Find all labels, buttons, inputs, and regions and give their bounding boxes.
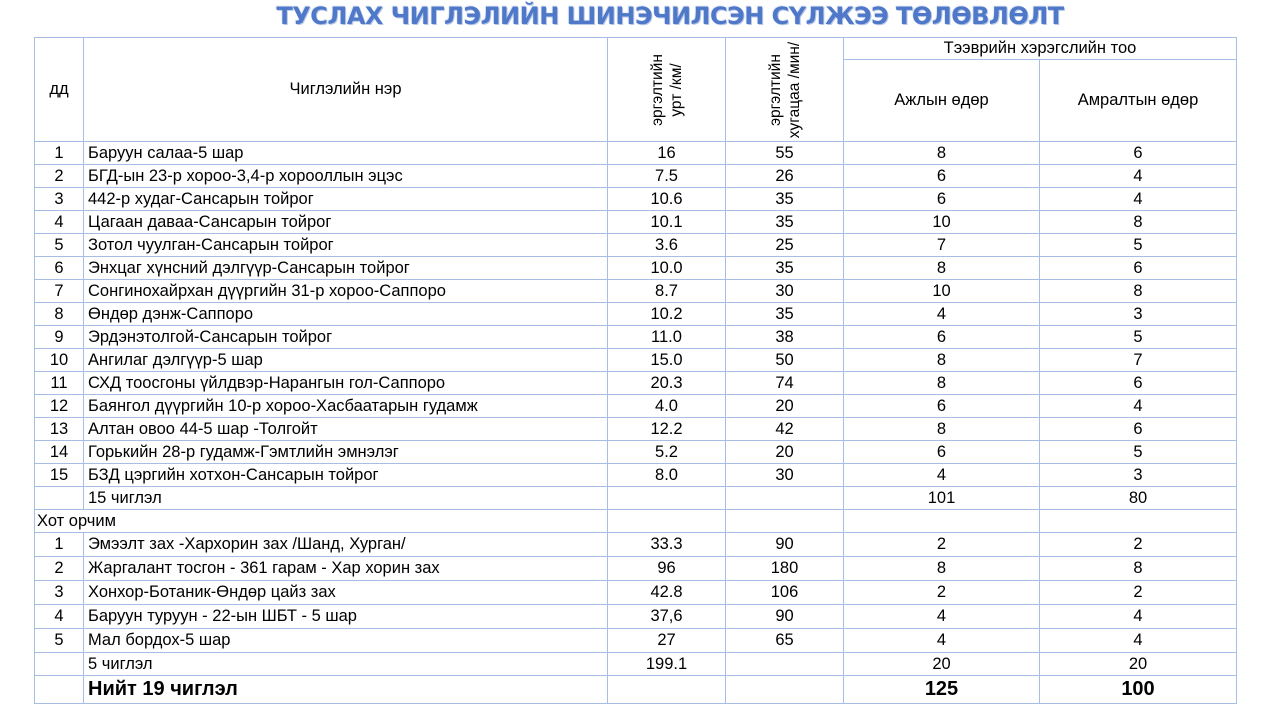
weekend-vehicles: 4 bbox=[1040, 188, 1237, 211]
row-number: 1 bbox=[35, 533, 84, 557]
subtotal-weekday: 20 bbox=[844, 653, 1040, 676]
subtotal-label: 5 чиглэл bbox=[84, 653, 608, 676]
weekday-vehicles: 8 bbox=[844, 257, 1040, 280]
table-row bbox=[35, 234, 1237, 257]
weekday-vehicles: 10 bbox=[844, 211, 1040, 234]
route-length: 7.5 bbox=[608, 165, 726, 188]
route-name: Жаргалант тосгон - 361 гарам - Хар хорин зах bbox=[84, 557, 608, 581]
route-length: 8.7 bbox=[608, 280, 726, 303]
total-row bbox=[35, 676, 1237, 704]
header-length: эргэлтийн урт /км/ bbox=[608, 38, 726, 142]
route-name: Ангилаг дэлгүүр-5 шар bbox=[84, 349, 608, 372]
route-duration: 90 bbox=[726, 533, 844, 557]
table-row bbox=[35, 605, 1237, 629]
empty-cell bbox=[726, 676, 844, 704]
weekend-vehicles: 3 bbox=[1040, 303, 1237, 326]
table-row bbox=[35, 303, 1237, 326]
empty-cell bbox=[726, 653, 844, 676]
empty-cell bbox=[35, 487, 84, 510]
header-dd: дд bbox=[35, 38, 84, 142]
weekday-vehicles: 8 bbox=[844, 142, 1040, 165]
route-length: 96 bbox=[608, 557, 726, 581]
route-name: Баруун салаа-5 шар bbox=[84, 142, 608, 165]
route-name: СХД тоосгоны үйлдвэр-Нарангын гол-Саппоро bbox=[84, 372, 608, 395]
page-title: ТУСЛАХ ЧИГЛЭЛИЙН ШИНЭЧИЛСЭН СҮЛЖЭЭ ТӨЛӨВЛӨЛТ bbox=[276, 2, 1064, 30]
header-duration: эргэлтийн хугацаа /мин/ bbox=[726, 38, 844, 142]
route-duration: 20 bbox=[726, 441, 844, 464]
route-length: 3.6 bbox=[608, 234, 726, 257]
table-row bbox=[35, 280, 1237, 303]
route-length: 12.2 bbox=[608, 418, 726, 441]
row-number: 1 bbox=[35, 142, 84, 165]
table-row bbox=[35, 142, 1237, 165]
route-name: Горькийн 28-р гудамж-Гэмтлийн эмнэлэг bbox=[84, 441, 608, 464]
subtotal-weekday: 101 bbox=[844, 487, 1040, 510]
table-row bbox=[35, 533, 1237, 557]
route-name: Эрдэнэтолгой-Сансарын тойрог bbox=[84, 326, 608, 349]
route-length: 37,6 bbox=[608, 605, 726, 629]
weekday-vehicles: 6 bbox=[844, 441, 1040, 464]
route-length: 10.6 bbox=[608, 188, 726, 211]
empty-cell bbox=[726, 487, 844, 510]
weekday-vehicles: 6 bbox=[844, 165, 1040, 188]
route-length: 42.8 bbox=[608, 581, 726, 605]
empty-cell bbox=[608, 510, 726, 533]
weekday-vehicles: 2 bbox=[844, 581, 1040, 605]
total-weekend: 100 bbox=[1040, 676, 1237, 704]
row-number: 6 bbox=[35, 257, 84, 280]
weekday-vehicles: 4 bbox=[844, 464, 1040, 487]
subtotal-row bbox=[35, 487, 1237, 510]
header-weekend: Амралтын өдөр bbox=[1040, 60, 1237, 142]
route-duration: 38 bbox=[726, 326, 844, 349]
route-duration: 30 bbox=[726, 464, 844, 487]
empty-cell bbox=[35, 653, 84, 676]
row-number: 5 bbox=[35, 629, 84, 653]
row-number: 10 bbox=[35, 349, 84, 372]
routes-table bbox=[34, 37, 1237, 704]
route-duration: 35 bbox=[726, 188, 844, 211]
weekday-vehicles: 8 bbox=[844, 557, 1040, 581]
weekday-vehicles: 10 bbox=[844, 280, 1040, 303]
row-number: 15 bbox=[35, 464, 84, 487]
subtotal-label: 15 чиглэл bbox=[84, 487, 608, 510]
weekend-vehicles: 8 bbox=[1040, 280, 1237, 303]
route-duration: 35 bbox=[726, 257, 844, 280]
weekend-vehicles: 4 bbox=[1040, 165, 1237, 188]
route-duration: 65 bbox=[726, 629, 844, 653]
weekend-vehicles: 2 bbox=[1040, 533, 1237, 557]
row-number: 12 bbox=[35, 395, 84, 418]
table-row bbox=[35, 188, 1237, 211]
row-number: 8 bbox=[35, 303, 84, 326]
subtotal-length: 199.1 bbox=[608, 653, 726, 676]
row-number: 9 bbox=[35, 326, 84, 349]
row-number: 5 bbox=[35, 234, 84, 257]
route-duration: 42 bbox=[726, 418, 844, 441]
table-row bbox=[35, 557, 1237, 581]
weekend-vehicles: 4 bbox=[1040, 395, 1237, 418]
route-duration: 55 bbox=[726, 142, 844, 165]
route-duration: 25 bbox=[726, 234, 844, 257]
table-row bbox=[35, 629, 1237, 653]
empty-cell bbox=[726, 510, 844, 533]
empty-cell bbox=[1040, 510, 1237, 533]
weekday-vehicles: 4 bbox=[844, 605, 1040, 629]
route-name: БГД-ын 23-р хороо-3,4-р хорооллын эцэс bbox=[84, 165, 608, 188]
row-number: 3 bbox=[35, 188, 84, 211]
route-name: Өндөр дэнж-Саппоро bbox=[84, 303, 608, 326]
table-row bbox=[35, 257, 1237, 280]
weekend-vehicles: 8 bbox=[1040, 557, 1237, 581]
row-number: 14 bbox=[35, 441, 84, 464]
table-row bbox=[35, 372, 1237, 395]
route-duration: 30 bbox=[726, 280, 844, 303]
route-length: 11.0 bbox=[608, 326, 726, 349]
weekday-vehicles: 2 bbox=[844, 533, 1040, 557]
route-duration: 90 bbox=[726, 605, 844, 629]
weekend-vehicles: 2 bbox=[1040, 581, 1237, 605]
weekday-vehicles: 8 bbox=[844, 372, 1040, 395]
row-number: 2 bbox=[35, 557, 84, 581]
row-number: 7 bbox=[35, 280, 84, 303]
weekend-vehicles: 4 bbox=[1040, 629, 1237, 653]
empty-cell bbox=[35, 676, 84, 704]
route-length: 20.3 bbox=[608, 372, 726, 395]
route-duration: 35 bbox=[726, 211, 844, 234]
route-length: 8.0 bbox=[608, 464, 726, 487]
weekday-vehicles: 6 bbox=[844, 188, 1040, 211]
subtotal-row bbox=[35, 653, 1237, 676]
route-length: 33.3 bbox=[608, 533, 726, 557]
weekend-vehicles: 6 bbox=[1040, 418, 1237, 441]
weekend-vehicles: 8 bbox=[1040, 211, 1237, 234]
route-name: 442-р худаг-Сансарын тойрог bbox=[84, 188, 608, 211]
weekend-vehicles: 6 bbox=[1040, 142, 1237, 165]
route-name: Зотол чуулган-Сансарын тойрог bbox=[84, 234, 608, 257]
subtotal-weekend: 80 bbox=[1040, 487, 1237, 510]
table-row bbox=[35, 418, 1237, 441]
weekday-vehicles: 6 bbox=[844, 326, 1040, 349]
route-length: 10.2 bbox=[608, 303, 726, 326]
route-name: Алтан овоо 44-5 шар -Толгойт bbox=[84, 418, 608, 441]
table-row bbox=[35, 441, 1237, 464]
route-name: Эмээлт зах -Хархорин зах /Шанд, Хурган/ bbox=[84, 533, 608, 557]
weekend-vehicles: 6 bbox=[1040, 257, 1237, 280]
route-length: 27 bbox=[608, 629, 726, 653]
weekend-vehicles: 5 bbox=[1040, 326, 1237, 349]
route-duration: 180 bbox=[726, 557, 844, 581]
weekday-vehicles: 6 bbox=[844, 395, 1040, 418]
route-name: Энхцаг хүнсний дэлгүүр-Сансарын тойрог bbox=[84, 257, 608, 280]
total-label: Нийт 19 чиглэл bbox=[84, 676, 608, 704]
row-number: 4 bbox=[35, 211, 84, 234]
row-number: 11 bbox=[35, 372, 84, 395]
header-vehicles: Тээврийн хэрэгслийн тоо bbox=[844, 38, 1237, 60]
weekend-vehicles: 3 bbox=[1040, 464, 1237, 487]
route-name: Хонхор-Ботаник-Өндөр цайз зах bbox=[84, 581, 608, 605]
route-duration: 50 bbox=[726, 349, 844, 372]
route-length: 15.0 bbox=[608, 349, 726, 372]
route-name: Мал бордох-5 шар bbox=[84, 629, 608, 653]
empty-cell bbox=[844, 510, 1040, 533]
route-length: 16 bbox=[608, 142, 726, 165]
header-row-1 bbox=[35, 38, 1237, 60]
route-length: 4.0 bbox=[608, 395, 726, 418]
weekend-vehicles: 5 bbox=[1040, 234, 1237, 257]
table-row bbox=[35, 395, 1237, 418]
table-row bbox=[35, 581, 1237, 605]
table-row bbox=[35, 349, 1237, 372]
route-name: Цагаан даваа-Сансарын тойрог bbox=[84, 211, 608, 234]
weekend-vehicles: 6 bbox=[1040, 372, 1237, 395]
route-name: Баянгол дүүргийн 10-р хороо-Хасбаатарын гудамж bbox=[84, 395, 608, 418]
table-row bbox=[35, 326, 1237, 349]
weekday-vehicles: 7 bbox=[844, 234, 1040, 257]
route-duration: 74 bbox=[726, 372, 844, 395]
route-length: 10.1 bbox=[608, 211, 726, 234]
section-label-suburban: Хот орчим bbox=[35, 510, 608, 533]
row-number: 2 bbox=[35, 165, 84, 188]
table-row bbox=[35, 464, 1237, 487]
section-row bbox=[35, 510, 1237, 533]
route-name: БЗД цэргийн хотхон-Сансарын тойрог bbox=[84, 464, 608, 487]
weekend-vehicles: 7 bbox=[1040, 349, 1237, 372]
route-duration: 20 bbox=[726, 395, 844, 418]
row-number: 3 bbox=[35, 581, 84, 605]
route-duration: 35 bbox=[726, 303, 844, 326]
header-route-name: Чиглэлийн нэр bbox=[84, 38, 608, 142]
empty-cell bbox=[608, 487, 726, 510]
route-name: Сонгинохайрхан дүүргийн 31-р хороо-Саппоро bbox=[84, 280, 608, 303]
route-duration: 26 bbox=[726, 165, 844, 188]
weekday-vehicles: 8 bbox=[844, 418, 1040, 441]
weekday-vehicles: 8 bbox=[844, 349, 1040, 372]
subtotal-weekend: 20 bbox=[1040, 653, 1237, 676]
weekend-vehicles: 4 bbox=[1040, 605, 1237, 629]
table-row bbox=[35, 165, 1237, 188]
weekday-vehicles: 4 bbox=[844, 303, 1040, 326]
weekday-vehicles: 4 bbox=[844, 629, 1040, 653]
route-length: 10.0 bbox=[608, 257, 726, 280]
route-name: Баруун туруун - 22-ын ШБТ - 5 шар bbox=[84, 605, 608, 629]
route-duration: 106 bbox=[726, 581, 844, 605]
total-weekday: 125 bbox=[844, 676, 1040, 704]
route-length: 5.2 bbox=[608, 441, 726, 464]
weekend-vehicles: 5 bbox=[1040, 441, 1237, 464]
header-weekday: Ажлын өдөр bbox=[844, 60, 1040, 142]
empty-cell bbox=[608, 676, 726, 704]
row-number: 4 bbox=[35, 605, 84, 629]
table-row bbox=[35, 211, 1237, 234]
row-number: 13 bbox=[35, 418, 84, 441]
